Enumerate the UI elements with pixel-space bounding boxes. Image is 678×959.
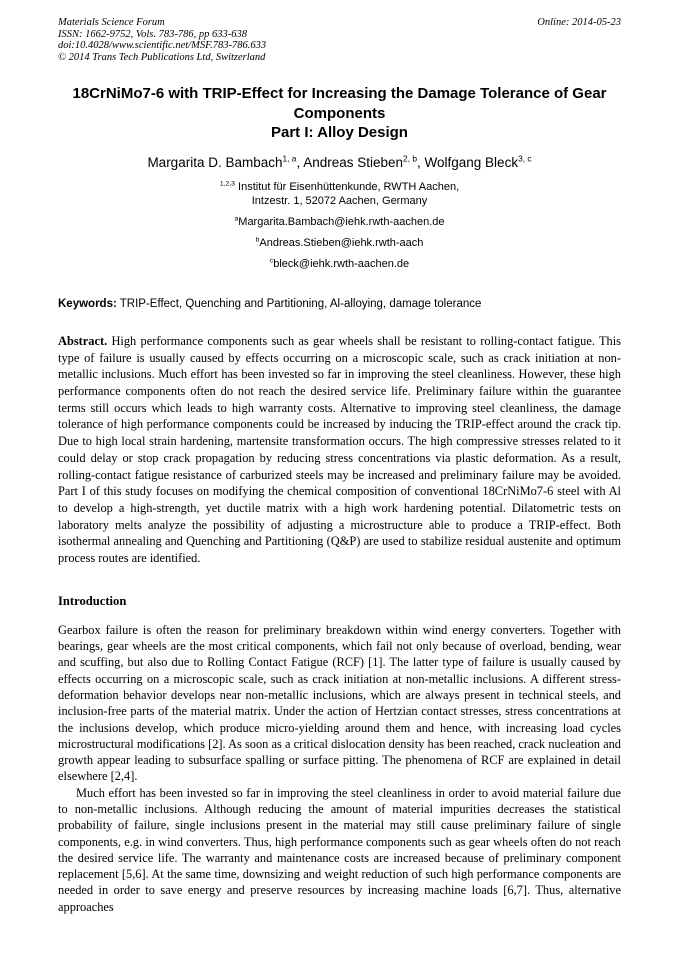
affiliation-block [58, 180, 621, 208]
author-2-affiliation-mark: 2, b [403, 153, 417, 164]
journal-name: Materials Science Forum [58, 17, 165, 28]
email-line-1 [58, 216, 621, 229]
online-date: Online: 2014-05-23 [537, 17, 621, 28]
author-3-affiliation-mark: 3, c [518, 153, 532, 164]
keywords-text: TRIP-Effect, Quenching and Partitioning, Al-alloying, damage tolerance [116, 297, 482, 310]
affiliation-line2: Intzestr. 1, 52072 Aachen, Germany [251, 194, 428, 207]
authors-line [58, 154, 621, 171]
author-1-name: Margarita D. Bambach [147, 154, 283, 170]
copyright-line: © 2014 Trans Tech Publications Ltd, Switzerland [58, 51, 266, 63]
publication-header [58, 17, 621, 63]
email-1-mark: a [234, 215, 239, 223]
abstract-label: Abstract. [58, 333, 108, 348]
issn-line: ISSN: 1662-9752, Vols. 783-786, pp 633-638 [58, 28, 247, 40]
introduction-paragraph-1: Gearbox failure is often the reason for preliminary breakdown within wind energy converters. Together with bearings, gear wheels are the most critical components, which fail not only because of overload, bending, wear and scuffing, but also due to Rolling Contact Fatigue (RCF) [1]. The latter type of failure is usually caused by effects occurring on a microscopic scale, such as crack initiation at non-metallic inclusions. A different stress-deformation behavior develops near non-metallic inclusions, which are always present in technical steels, and inclusion-free parts of the material matrix. Under the action of Hertzian contact stresses, stress concentrations at the inclusions develop, which produce micro-yielding around them and hence, with increasing load cycles microstructural modifications [2]. As soon as a critical dislocation density has been reached, crack nucleation and growth appear leading to subsurface spalling or surface pitting. The phenomena of RCF are explained in detail elsewhere [2,4]. [58, 622, 621, 784]
email-2-address: Andreas.Stieben@iehk.rwth-aach [259, 236, 424, 249]
affiliation-marks: 1,2,3 [219, 180, 235, 188]
email-line-2 [58, 237, 621, 250]
doi-line: doi:10.4028/www.scientific.net/MSF.783-786.633 [58, 40, 267, 52]
keywords-label: Keywords: [58, 297, 117, 310]
publication-info [58, 17, 266, 63]
introduction-heading: Introduction [58, 593, 127, 608]
introduction-paragraph-2: Much effort has been invested so far in improving the steel cleanliness in order to avoid material failure due to non-metallic inclusions. Although reducing the amount of material impurities decreases the statistical probability of failure, single inclusions present in the material may still cause preliminary failure of single components, e.g. in wind converters. Thus, high performance components such as gear wheels often do not reach the desired service life. The warranty and maintenance costs are increased because of preliminary component replacement [5,6]. At the same time, downsizing and weight reduction of such high performance components are needed in order to save energy and preserve resources by increasing machine loads [6,7]. Thus, alternative approaches [58, 785, 621, 914]
abstract-text: High performance components such as gear wheels shall be resistant to rolling-contact fatigue. This type of failure is usually caused by effects occurring on a microscopic scale, such as crack initiation at non-metallic inclusions. Much effort has been invested so far in improving the steel cleanliness. However, these high performance components often do not reach the desired service life. Preliminary failure within the guarantee terms still occurs which leads to high warranty costs. Alternative to improving steel cleanliness, the damage tolerance of high performance components could be increased by inducing the TRIP-effect around the crack tip. Due to high local strain hardening, martensite transformation occurs. The high compressive stresses related to it could delay or stop crack propagation by reducing stress concentrations via plastic deformation. As a result, rolling-contact fatigue resistance of carburized steels may be increased and preliminary failure may be avoided. Part I of this study focuses on modifying the chemical composition of conventional 18CrNiMo7-6 steel with Al to develop a high-strength, yet ductile matrix with a high work hardening potential. Dilatometric tests on laboratory melts analyze the possibility of adjusting a microstructure able to produce a TRIP-effect. Both isothermal annealing and Quenching and Partitioning (Q&P) are used to stabilize residual austenite and optimum process routes are identified. [58, 333, 621, 566]
author-3-name: Wolfgang Bleck [424, 154, 519, 170]
email-2-mark: b [255, 236, 260, 244]
email-3-address: bleck@iehk.rwth-aachen.de [273, 257, 410, 270]
author-separator: , [296, 154, 304, 170]
email-1-address: Margarita.Bambach@iehk.rwth-aachen.de [238, 215, 445, 228]
affiliation-line1: Institut für Eisenhüttenkunde, RWTH Aachen, [234, 180, 460, 193]
keywords-line [58, 297, 621, 312]
paper-title [58, 84, 621, 143]
author-2-name: Andreas Stieben [303, 154, 404, 170]
abstract-paragraph [58, 333, 621, 567]
author-separator: , [417, 154, 425, 170]
paper-title-main: 18CrNiMo7-6 with TRIP-Effect for Increasing the Damage Tolerance of Gear Components [72, 85, 607, 122]
email-3-mark: c [269, 257, 274, 265]
paper-title-part: Part I: Alloy Design [271, 124, 408, 142]
author-1-affiliation-mark: 1, a [282, 153, 297, 164]
email-line-3 [58, 258, 621, 271]
